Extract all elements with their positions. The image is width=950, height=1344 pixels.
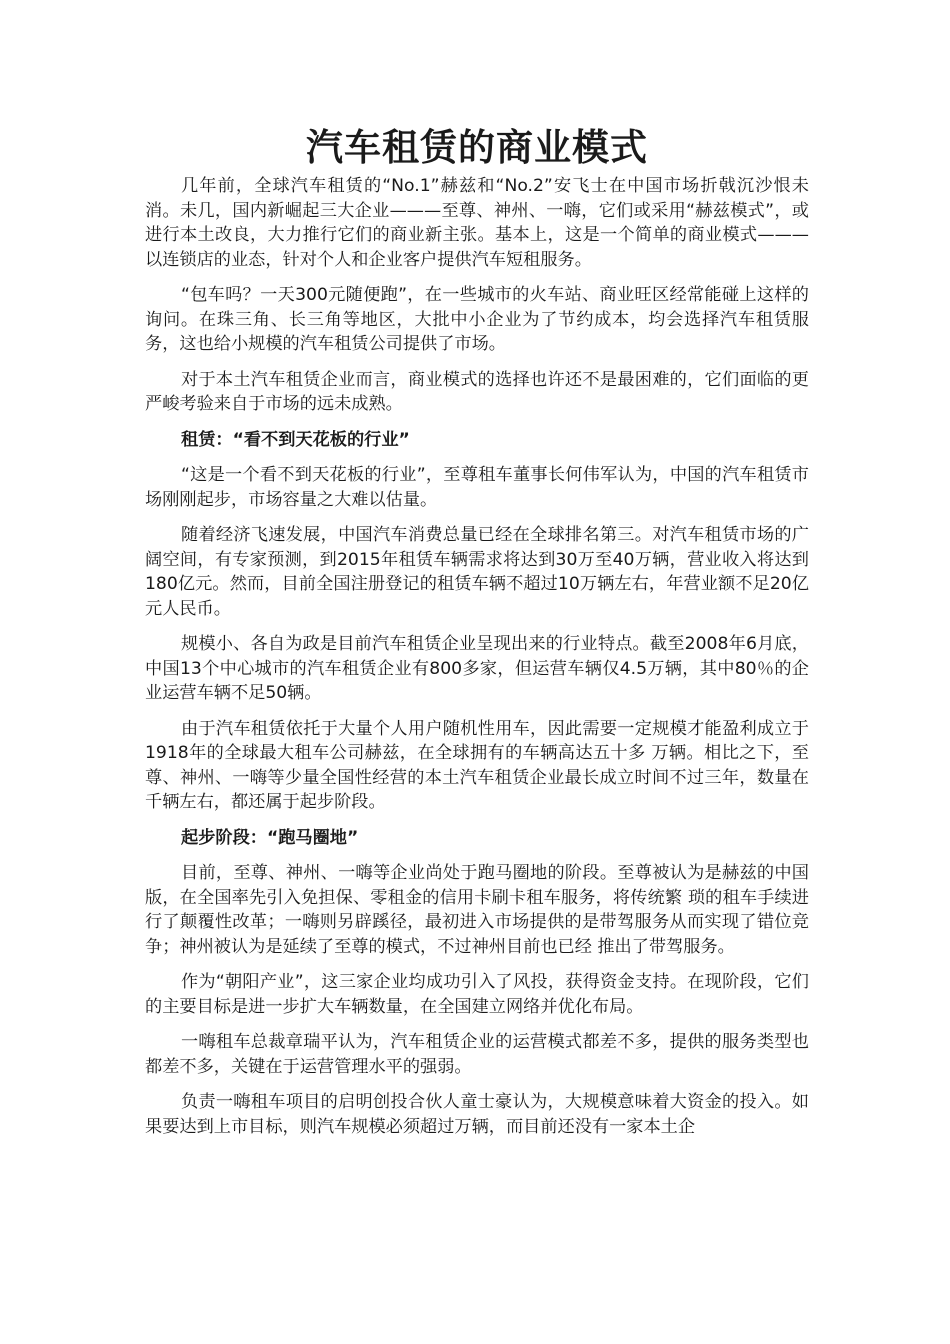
section-heading: 起步阶段：“跑马圈地”	[181, 827, 359, 848]
paragraph: 对于本土汽车租赁企业而言，商业模式的选择也许还不是最困难的，它们面临的更严峻考验来自于市场的远未成熟。	[145, 369, 809, 414]
paragraph: 负责一嗨租车项目的启明创投合伙人童士豪认为，大规模意味着大资金的投入。如果要达到上市目标，则汽车规模必须超过万辆，而目前还没有一家本土企	[145, 1092, 809, 1137]
paragraph: 由于汽车租赁依托于大量个人用户随机性用车，因此需要一定规模才能盈利成立于1918年的全球最大租车公司赫兹，在全球拥有的车辆高达五十多 万辆。相比之下，至尊、神州、一嗨等少量全国性经营的本土汽车租赁企业最长成立时间不过三年，数量在千辆左右，都还属于起步阶段。	[145, 718, 809, 812]
document-body	[145, 174, 809, 1139]
paragraph: 随着经济飞速发展，中国汽车消费总量已经在全球排名第三。对汽车租赁市场的广阔空间，有专家预测，到2015年租赁车辆需求将达到30万至40万辆，营业收入将达到180亿元。然而，目前全国注册登记的租赁车辆不超过10万辆左右，年营业额不足20亿元人民币。	[145, 525, 809, 619]
section-heading: 租赁：“看不到天花板的行业”	[181, 429, 410, 450]
paragraph: 目前，至尊、神州、一嗨等企业尚处于跑马圈地的阶段。至尊被认为是赫兹的中国版，在全国率先引入免担保、零租金的信用卡刷卡租车服务，将传统繁 琐的租车手续进行了颠覆性改革；一嗨则另辟蹊径，最初进入市场提供的是带驾服务从而实现了错位竞争；神州被认为是延续了至尊的模式，不过神州目前也已经 推出了带驾服务。	[145, 863, 809, 957]
paragraph: 作为“朝阳产业”，这三家企业均成功引入了风投，获得资金支持。在现阶段，它们的主要目标是进一步扩大车辆数量，在全国建立网络并优化布局。	[145, 972, 809, 1017]
paragraph: 几年前，全球汽车租赁的“No.1”赫兹和“No.2”安飞士在中国市场折戟沉沙恨未消。未几，国内新崛起三大企业———至尊、神州、一嗨，它们或采用“赫兹模式”，或进行本土改良，大力推行它们的商业新主张。基本上，这是一个简单的商业模式———以连锁店的业态，针对个人和企业客户提供汽车短租服务。	[145, 176, 809, 270]
document-page	[145, 122, 809, 1150]
paragraph: 规模小、各自为政是目前汽车租赁企业呈现出来的行业特点。截至2008年6月底，中国13个中心城市的汽车租赁企业有800多家，但运营车辆仅4.5万辆，其中80％的企业运营车辆不足50辆。	[145, 634, 809, 703]
document-title: 汽车租赁的商业模式	[306, 126, 648, 169]
paragraph: “包车吗？一天300元随便跑”，在一些城市的火车站、商业旺区经常能碰上这样的询问。在珠三角、长三角等地区，大批中小企业为了节约成本，均会选择汽车租赁服务，这也给小规模的汽车租赁公司提供了市场。	[145, 285, 809, 354]
paragraph: “这是一个看不到天花板的行业”，至尊租车董事长何伟军认为，中国的汽车租赁市场刚刚起步，市场容量之大难以估量。	[145, 465, 809, 510]
paragraph: 一嗨租车总裁章瑞平认为，汽车租赁企业的运营模式都差不多，提供的服务类型也都差不多，关键在于运营管理水平的强弱。	[145, 1032, 809, 1077]
